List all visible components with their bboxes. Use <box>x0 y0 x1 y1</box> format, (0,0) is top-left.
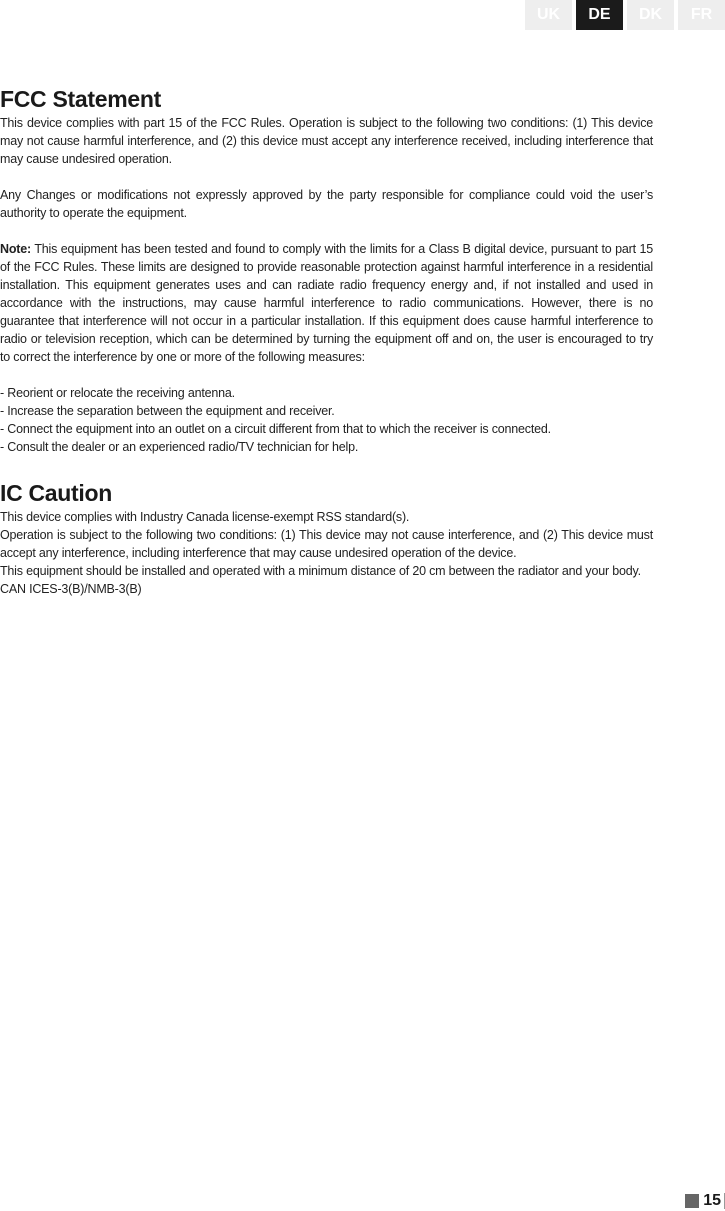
fcc-measures-list <box>0 384 653 456</box>
lang-tab-fr[interactable]: FR <box>678 0 725 30</box>
note-text: This equipment has been tested and found to comply with the limits for a Class B digital device, pursuant to part 15 of the FCC Rules. These limits are designed to provide reasonable protection against harmful interference in a residential installation. This equipment generates uses and can radiate radio frequency energy and, if not installed and used in accordance with the instructions, may cause harmful interference to radio communications. However, there is no guarantee that interference will not occur in a particular installation. If this equipment does cause harmful interference to radio or television reception, which can be determined by turning the equipment off and on, the user is encouraged to try to correct the interference by one or more of the following measures: <box>0 242 653 364</box>
ic-line-1: This device complies with Industry Canada license-exempt RSS standard(s). <box>0 510 410 524</box>
note-label: Note: <box>0 242 31 256</box>
ic-line-2: Operation is subject to the following two conditions: (1) This device may not cause interference, and (2) This device must accept any interference, including interference that may cause undesired operation of the device. <box>0 528 653 560</box>
page-number: 15 <box>703 1193 725 1209</box>
lang-tab-uk[interactable]: UK <box>525 0 572 30</box>
ic-line-4: CAN ICES-3(B)/NMB-3(B) <box>0 582 142 596</box>
page-footer <box>685 1191 725 1211</box>
list-item: - Reorient or relocate the receiving antenna. <box>0 386 235 400</box>
lang-tab-dk[interactable]: DK <box>627 0 674 30</box>
list-item: - Increase the separation between the equipment and receiver. <box>0 404 335 418</box>
language-tabs <box>525 0 725 30</box>
fcc-paragraph-2: Any Changes or modifications not expressly approved by the party responsible for compliance could void the user’s authority to operate the equipment. <box>0 188 653 220</box>
ic-caution-title: IC Caution <box>0 480 112 506</box>
lang-tab-de[interactable]: DE <box>576 0 623 30</box>
fcc-paragraph-1: This device complies with part 15 of the FCC Rules. Operation is subject to the following two conditions: (1) This device may not cause harmful interference, and (2) this device must accept any interference received, including interference that may cause undesired operation. <box>0 116 653 166</box>
ic-line-3: This equipment should be installed and operated with a minimum distance of 20 cm between the radiator and your body. <box>0 564 641 578</box>
document-content <box>0 86 653 598</box>
page-marker-square <box>685 1194 699 1208</box>
list-item: - Consult the dealer or an experienced radio/TV technician for help. <box>0 440 359 454</box>
fcc-statement-title: FCC Statement <box>0 86 161 112</box>
fcc-note-paragraph <box>0 240 653 366</box>
list-item: - Connect the equipment into an outlet on a circuit different from that to which the receiver is connected. <box>0 422 551 436</box>
